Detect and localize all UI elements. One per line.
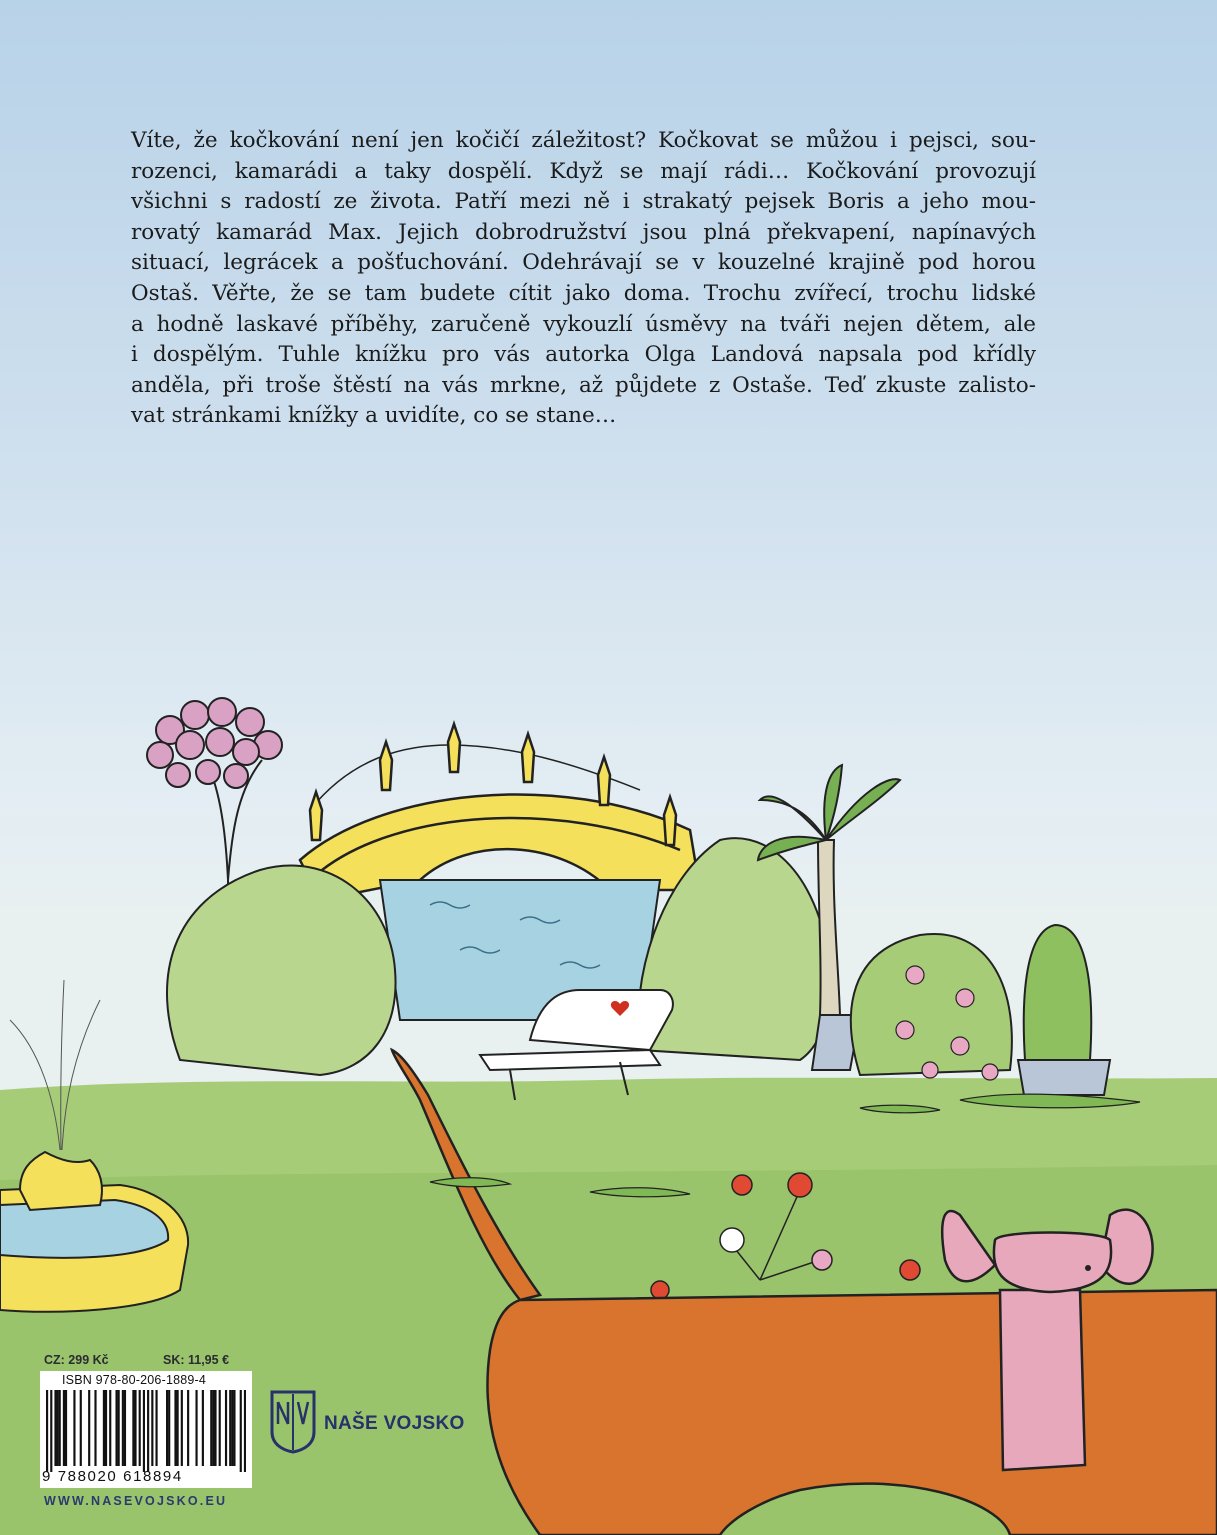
barcode-bar (210, 1390, 212, 1466)
blurb-line: a hodně laskavé příběhy, zaručeně vykouzlí úsměvy na tváři nejen dětem, ale (131, 311, 1036, 337)
barcode-bar (151, 1390, 153, 1466)
barcode-bar (50, 1390, 52, 1472)
barcode-bar (57, 1390, 59, 1466)
barcode-bar (244, 1390, 246, 1472)
barcode-bars (46, 1390, 246, 1472)
yellow-bridge (300, 724, 700, 900)
blurb-line: Víte, že kočkování není jen kočičí záležitost? Kočkovat se můžou i pejsci, sou- (131, 128, 1036, 153)
barcode-bar (80, 1390, 82, 1466)
barcode-bar (134, 1390, 136, 1466)
barcode-bar (168, 1390, 170, 1466)
barcode-bar (229, 1390, 231, 1466)
barcode-bar (214, 1390, 216, 1466)
barcode-bar (143, 1390, 145, 1472)
barcode-bar (88, 1390, 90, 1466)
barcode-bar (109, 1390, 111, 1466)
barcode-bar (46, 1390, 48, 1472)
barcode-bar (105, 1390, 107, 1466)
barcode-bar (195, 1390, 197, 1466)
blurb-line: rovatý kamarád Max. Jejich dobrodružství jsou plná překvapení, napínavých (131, 219, 1036, 245)
barcode-bar (54, 1390, 56, 1466)
barcode-bar (65, 1390, 67, 1466)
barcode-bar (103, 1390, 105, 1466)
price-cz: CZ: 299 Kč (44, 1353, 109, 1367)
barcode-bar (174, 1390, 176, 1466)
barcode-bar (219, 1390, 221, 1466)
publisher-website-link[interactable]: WWW.NASEVOJSKO.EU (44, 1494, 228, 1508)
price-sk: SK: 11,95 € (163, 1353, 230, 1367)
isbn-label: ISBN 978-80-206-1889-4 (62, 1373, 207, 1387)
barcode-bar (122, 1390, 124, 1466)
round-bush-left (167, 866, 396, 1075)
barcode-bar (177, 1390, 179, 1466)
blurb-line: situací, legrácek a pošťuchování. Odehrávají se v kouzelné krajině pod horou (131, 250, 1036, 276)
barcode-bar (63, 1390, 65, 1466)
publisher-logo-icon (268, 1386, 318, 1454)
barcode-bar (166, 1390, 168, 1466)
blurb-line: rozenci, kamarádi a taky dospělí. Když se mají rádi… Kočkování provozují (131, 158, 1036, 184)
barcode-bar (231, 1390, 233, 1466)
blurb-line: všichni s radostí ze života. Patří mezi ně i strakatý pejsek Boris a jeho mou- (131, 189, 1036, 215)
barcode-bar (155, 1390, 157, 1466)
blurb-line: i dospělým. Tuhle knížku pro vás autorka Olga Landová napsala pod křídly (131, 342, 1036, 368)
barcode-bar (187, 1390, 189, 1466)
publisher-name: NAŠE VOJSKO (324, 1413, 465, 1434)
barcode-bar (202, 1390, 204, 1466)
barcode-bar (181, 1390, 183, 1466)
back-cover-blurb (131, 126, 1036, 432)
blurb-line: Ostaš. Věřte, že se tam budete cítit jako doma. Trochu zvířecí, trochu lidské (131, 280, 1036, 306)
barcode-bar (118, 1390, 120, 1466)
blurb-line: vat stránkami knížky a uvidíte, co se stane… (131, 403, 617, 429)
barcode-bar (73, 1390, 75, 1466)
barcode-bar (240, 1390, 242, 1472)
barcode-bar (124, 1390, 126, 1466)
barcode-bar (225, 1390, 227, 1466)
barcode-bar (94, 1390, 96, 1466)
barcode-bar (59, 1390, 61, 1466)
ean-digits: 9 788020 618894 (42, 1468, 183, 1485)
flower-bush (851, 934, 1012, 1075)
cactus (1018, 925, 1110, 1095)
barcode-bar (132, 1390, 134, 1466)
barcode-bar (139, 1390, 141, 1466)
barcode-bar (233, 1390, 235, 1466)
isbn-barcode (40, 1371, 252, 1488)
barcode-bar (147, 1390, 149, 1472)
barcode-bar (115, 1390, 117, 1466)
barcode-bar (212, 1390, 214, 1466)
blurb-line: anděla, při troše štěstí na vás mrkne, až půjdete z Ostaše. Teď zkuste zalisto- (131, 372, 1036, 398)
